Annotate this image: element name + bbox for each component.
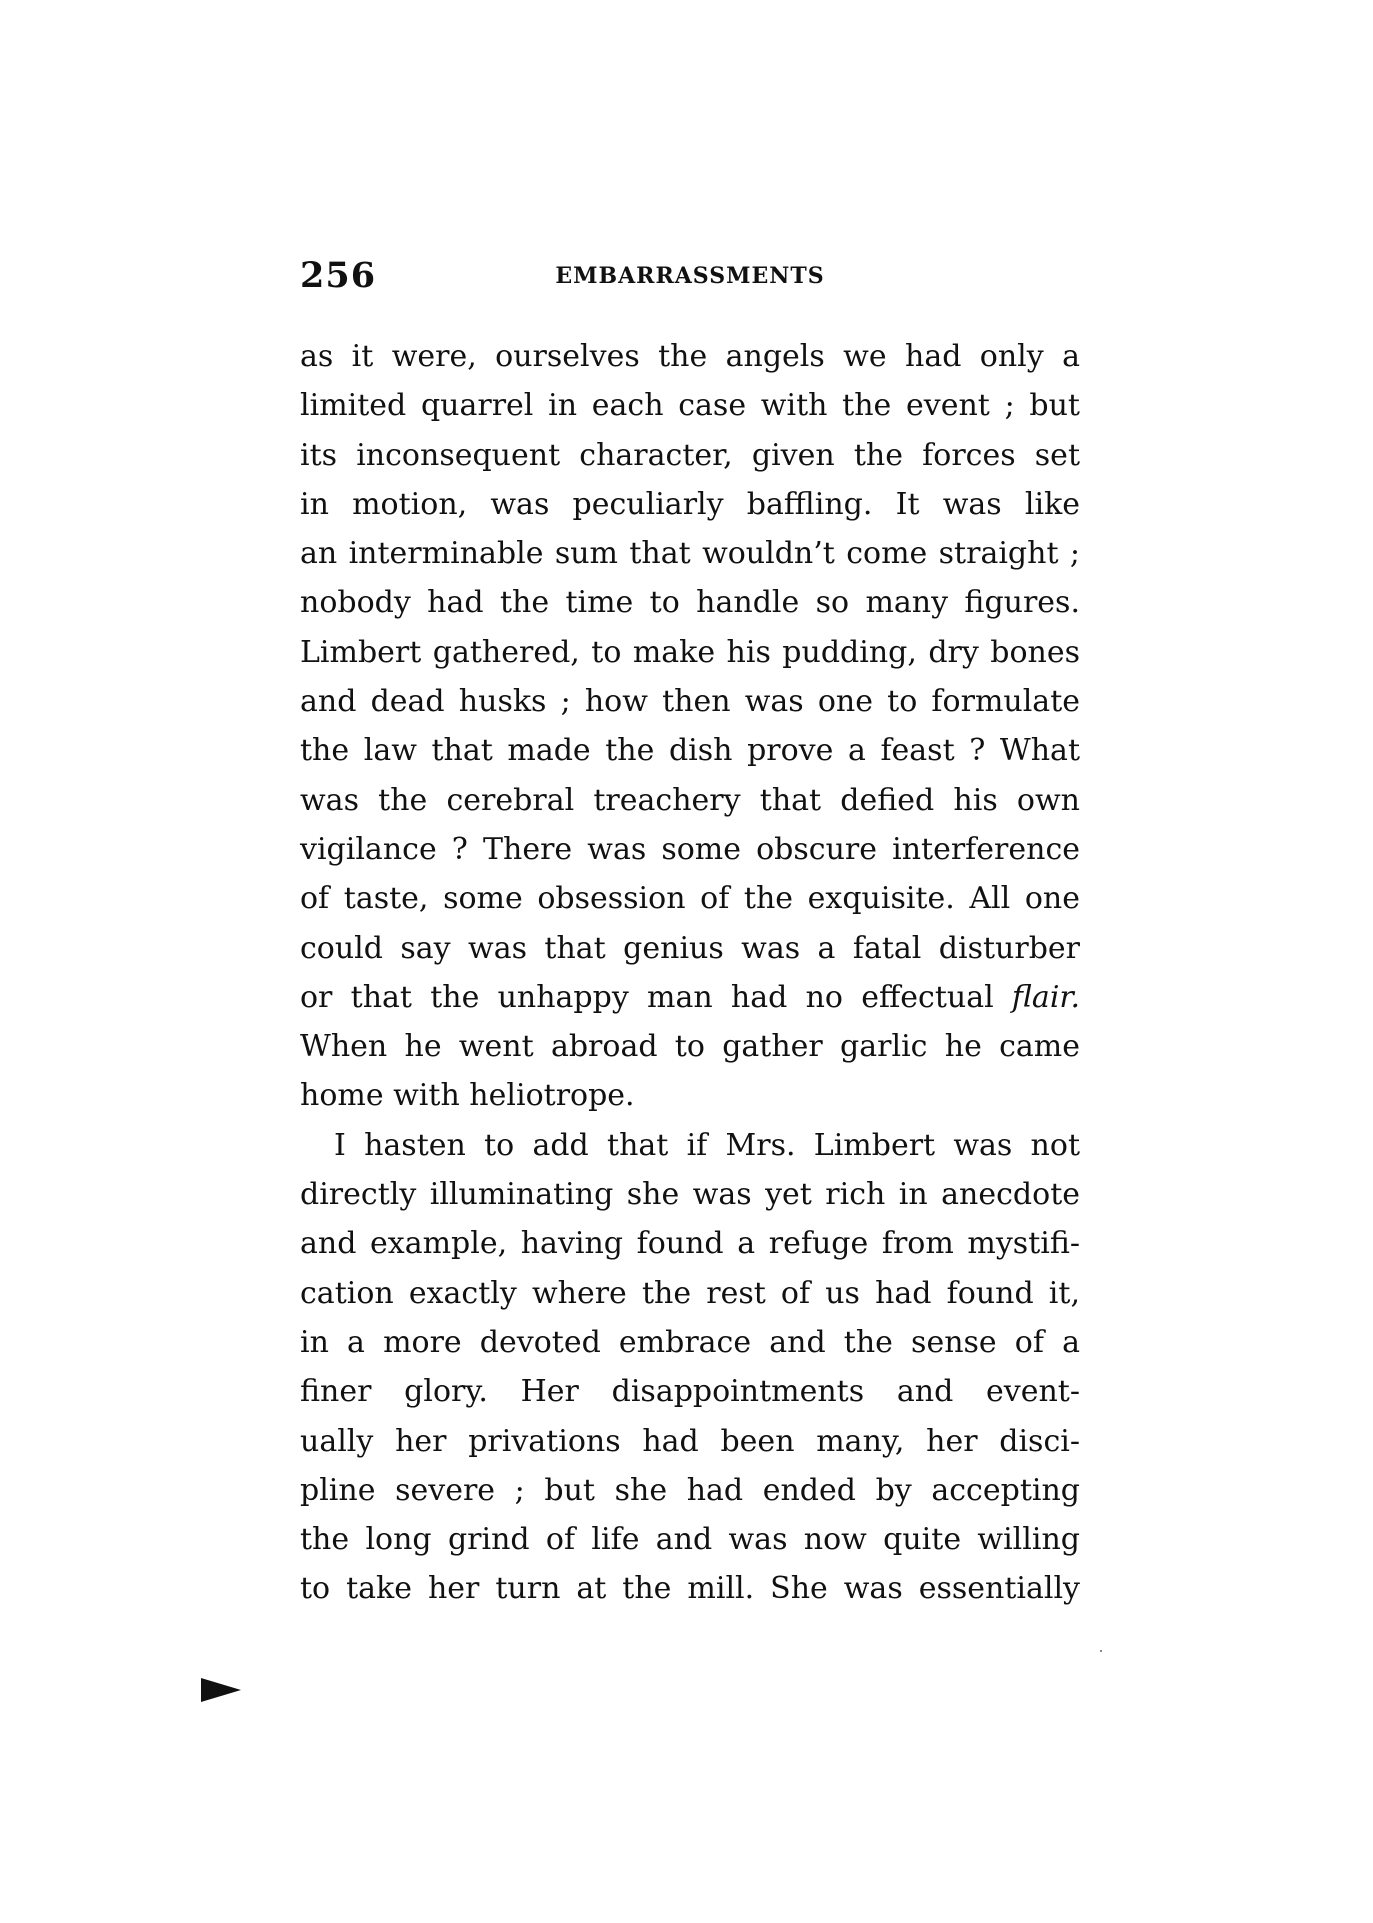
text-line: directly illuminating she was yet rich in anecdote [300,1177,1080,1213]
running-title: EMBARRASSMENTS [555,263,825,289]
text-line: When he went abroad to gather garlic he came [300,1029,1080,1065]
page-number: 256 [300,255,377,296]
text-line: vigilance ? There was some obscure interference [300,831,1080,867]
text-line: of taste, some obsession of the exquisite. All one [300,881,1080,917]
text-line: I hasten to add that if Mrs. Limbert was not [334,1127,1080,1163]
text-line-start: or that the unhappy man had no effectual [300,979,1012,1015]
scan-speck [1100,1650,1102,1652]
text-line: pline severe ; but she had ended by accepting [300,1472,1080,1508]
triangle-marker-icon [201,1678,241,1702]
paragraph-1 [300,332,1080,1121]
text-line: in a more devoted embrace and the sense of a [300,1324,1080,1360]
text-line: the long grind of life and was now quite willing [300,1522,1080,1558]
text-line: Limbert gathered, to make his pudding, dry bones [300,634,1080,670]
text-line: home with heliotrope. [300,1078,635,1114]
text-line: its inconsequent character, given the forces set [300,437,1080,473]
text-line [300,973,1080,1022]
text-line: and example, having found a refuge from mystifi- [300,1226,1080,1262]
text-line: nobody had the time to handle so many figures. [300,585,1080,621]
text-line: in motion, was peculiarly baffling. It was like [300,486,1080,522]
body-text [300,332,1080,1614]
text-line: the law that made the dish prove a feast ? What [300,733,1080,769]
text-line: to take her turn at the mill. She was essentially [300,1571,1080,1607]
text-line: was the cerebral treachery that defied his own [300,782,1080,818]
text-line: finer glory. Her disappointments and event- [300,1374,1080,1410]
text-line: and dead husks ; how then was one to formulate [300,684,1080,720]
italic-word-flair: flair. [1011,979,1080,1015]
text-line: limited quarrel in each case with the event ; but [300,388,1080,424]
text-line: as it were, ourselves the angels we had only a [300,339,1080,374]
text-line: an interminable sum that wouldn’t come straight ; [300,536,1080,572]
text-line: could say was that genius was a fatal disturber [300,930,1080,966]
paragraph-2 [300,1121,1080,1614]
text-line: ually her privations had been many, her disci- [300,1423,1080,1459]
page-header [300,255,1080,305]
text-line: cation exactly where the rest of us had found it, [300,1275,1080,1311]
